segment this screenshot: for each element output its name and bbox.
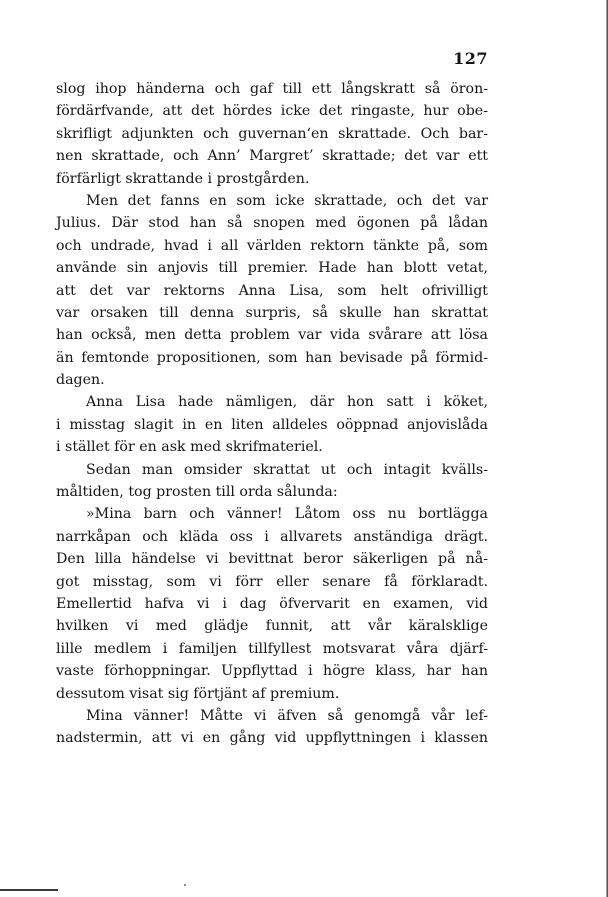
text-line-30: nadstermin, att vi en gång vid uppflyttningen i klassen	[56, 730, 488, 747]
text-line-21: narrkåpan och kläda oss i allvarets anständiga drägt.	[56, 528, 488, 545]
text-line-9: använde sin anjovis till premier. Hade han blott vetat,	[56, 260, 488, 277]
text-line-24: Emellertid hafva vi i dag öfvervarit en examen, vid	[56, 595, 488, 612]
text-line-11: var orsaken till denna surpris, så skulle han skrattat	[56, 304, 488, 321]
text-line-19: måltiden, tog prosten till orda sålunda:	[56, 484, 338, 501]
page-number: 127	[453, 49, 488, 68]
page-edge-mark	[0, 889, 58, 891]
text-line-4: nen skrattade, och Ann’ Margret’ skrattade; det var ett	[56, 148, 488, 165]
text-line-3: skrifligt adjunkten och guvernan‘en skrattade. Och bar-	[56, 125, 488, 142]
text-line-29: Mina vänner! Måtte vi äfven så genomgå vår lef-	[86, 707, 488, 724]
text-line-26: lille medlem i familjen tillfyllest motsvarat våra djärf-	[56, 640, 488, 657]
text-line-23: got misstag, som vi förr eller senare få förklaradt.	[56, 573, 488, 590]
text-line-27: vaste förhoppningar. Uppflyttad i högre klass, har han	[56, 663, 488, 680]
text-line-12: han också, men detta problem var vida svårare att lösa	[56, 327, 488, 344]
text-line-13: än femtonde propositionen, som han bevisade på förmid-	[56, 349, 488, 366]
text-line-28: dessutom visat sig förtjänt af premium.	[56, 685, 340, 702]
text-line-5: förfärligt skrattande i prostgården.	[56, 170, 310, 187]
text-line-2: fördärfvande, att det hördes icke det ringaste, hur obe-	[56, 103, 488, 120]
text-line-16: i misstag slagit in en liten alldeles oöppnad anjovislåda	[56, 416, 488, 433]
text-line-15: Anna Lisa hade nämligen, där hon satt i köket,	[86, 394, 488, 411]
text-line-1: slog ihop händerna och gaf till ett långskratt så öron-	[56, 81, 488, 97]
text-line-10: att det var rektorns Anna Lisa, som helt ofrivilligt	[56, 282, 488, 299]
text-line-25: hvilken vi med glädje funnit, att vår käralsklige	[56, 618, 488, 635]
text-line-17: i stället för en ask med skrifmateriel.	[56, 439, 323, 456]
text-line-8: och undrade, hvad i all världen rektorn tänkte på, som	[56, 237, 488, 254]
text-line-18: Sedan man omsider skrattat ut och intagit kvälls-	[86, 461, 488, 478]
body-text	[56, 78, 488, 750]
text-line-20: »Mina barn och vänner! Låtom oss nu bortlägga	[86, 506, 488, 523]
text-line-7: Julius. Där stod han så snopen med ögonen på lådan	[56, 215, 488, 232]
scan-speck	[184, 884, 186, 886]
text-line-6: Men det fanns en som icke skrattade, och det var	[86, 192, 488, 209]
text-line-14: dagen.	[56, 372, 105, 389]
text-line-22: Den lilla händelse vi bevittnat beror säkerligen på nå-	[56, 551, 488, 568]
